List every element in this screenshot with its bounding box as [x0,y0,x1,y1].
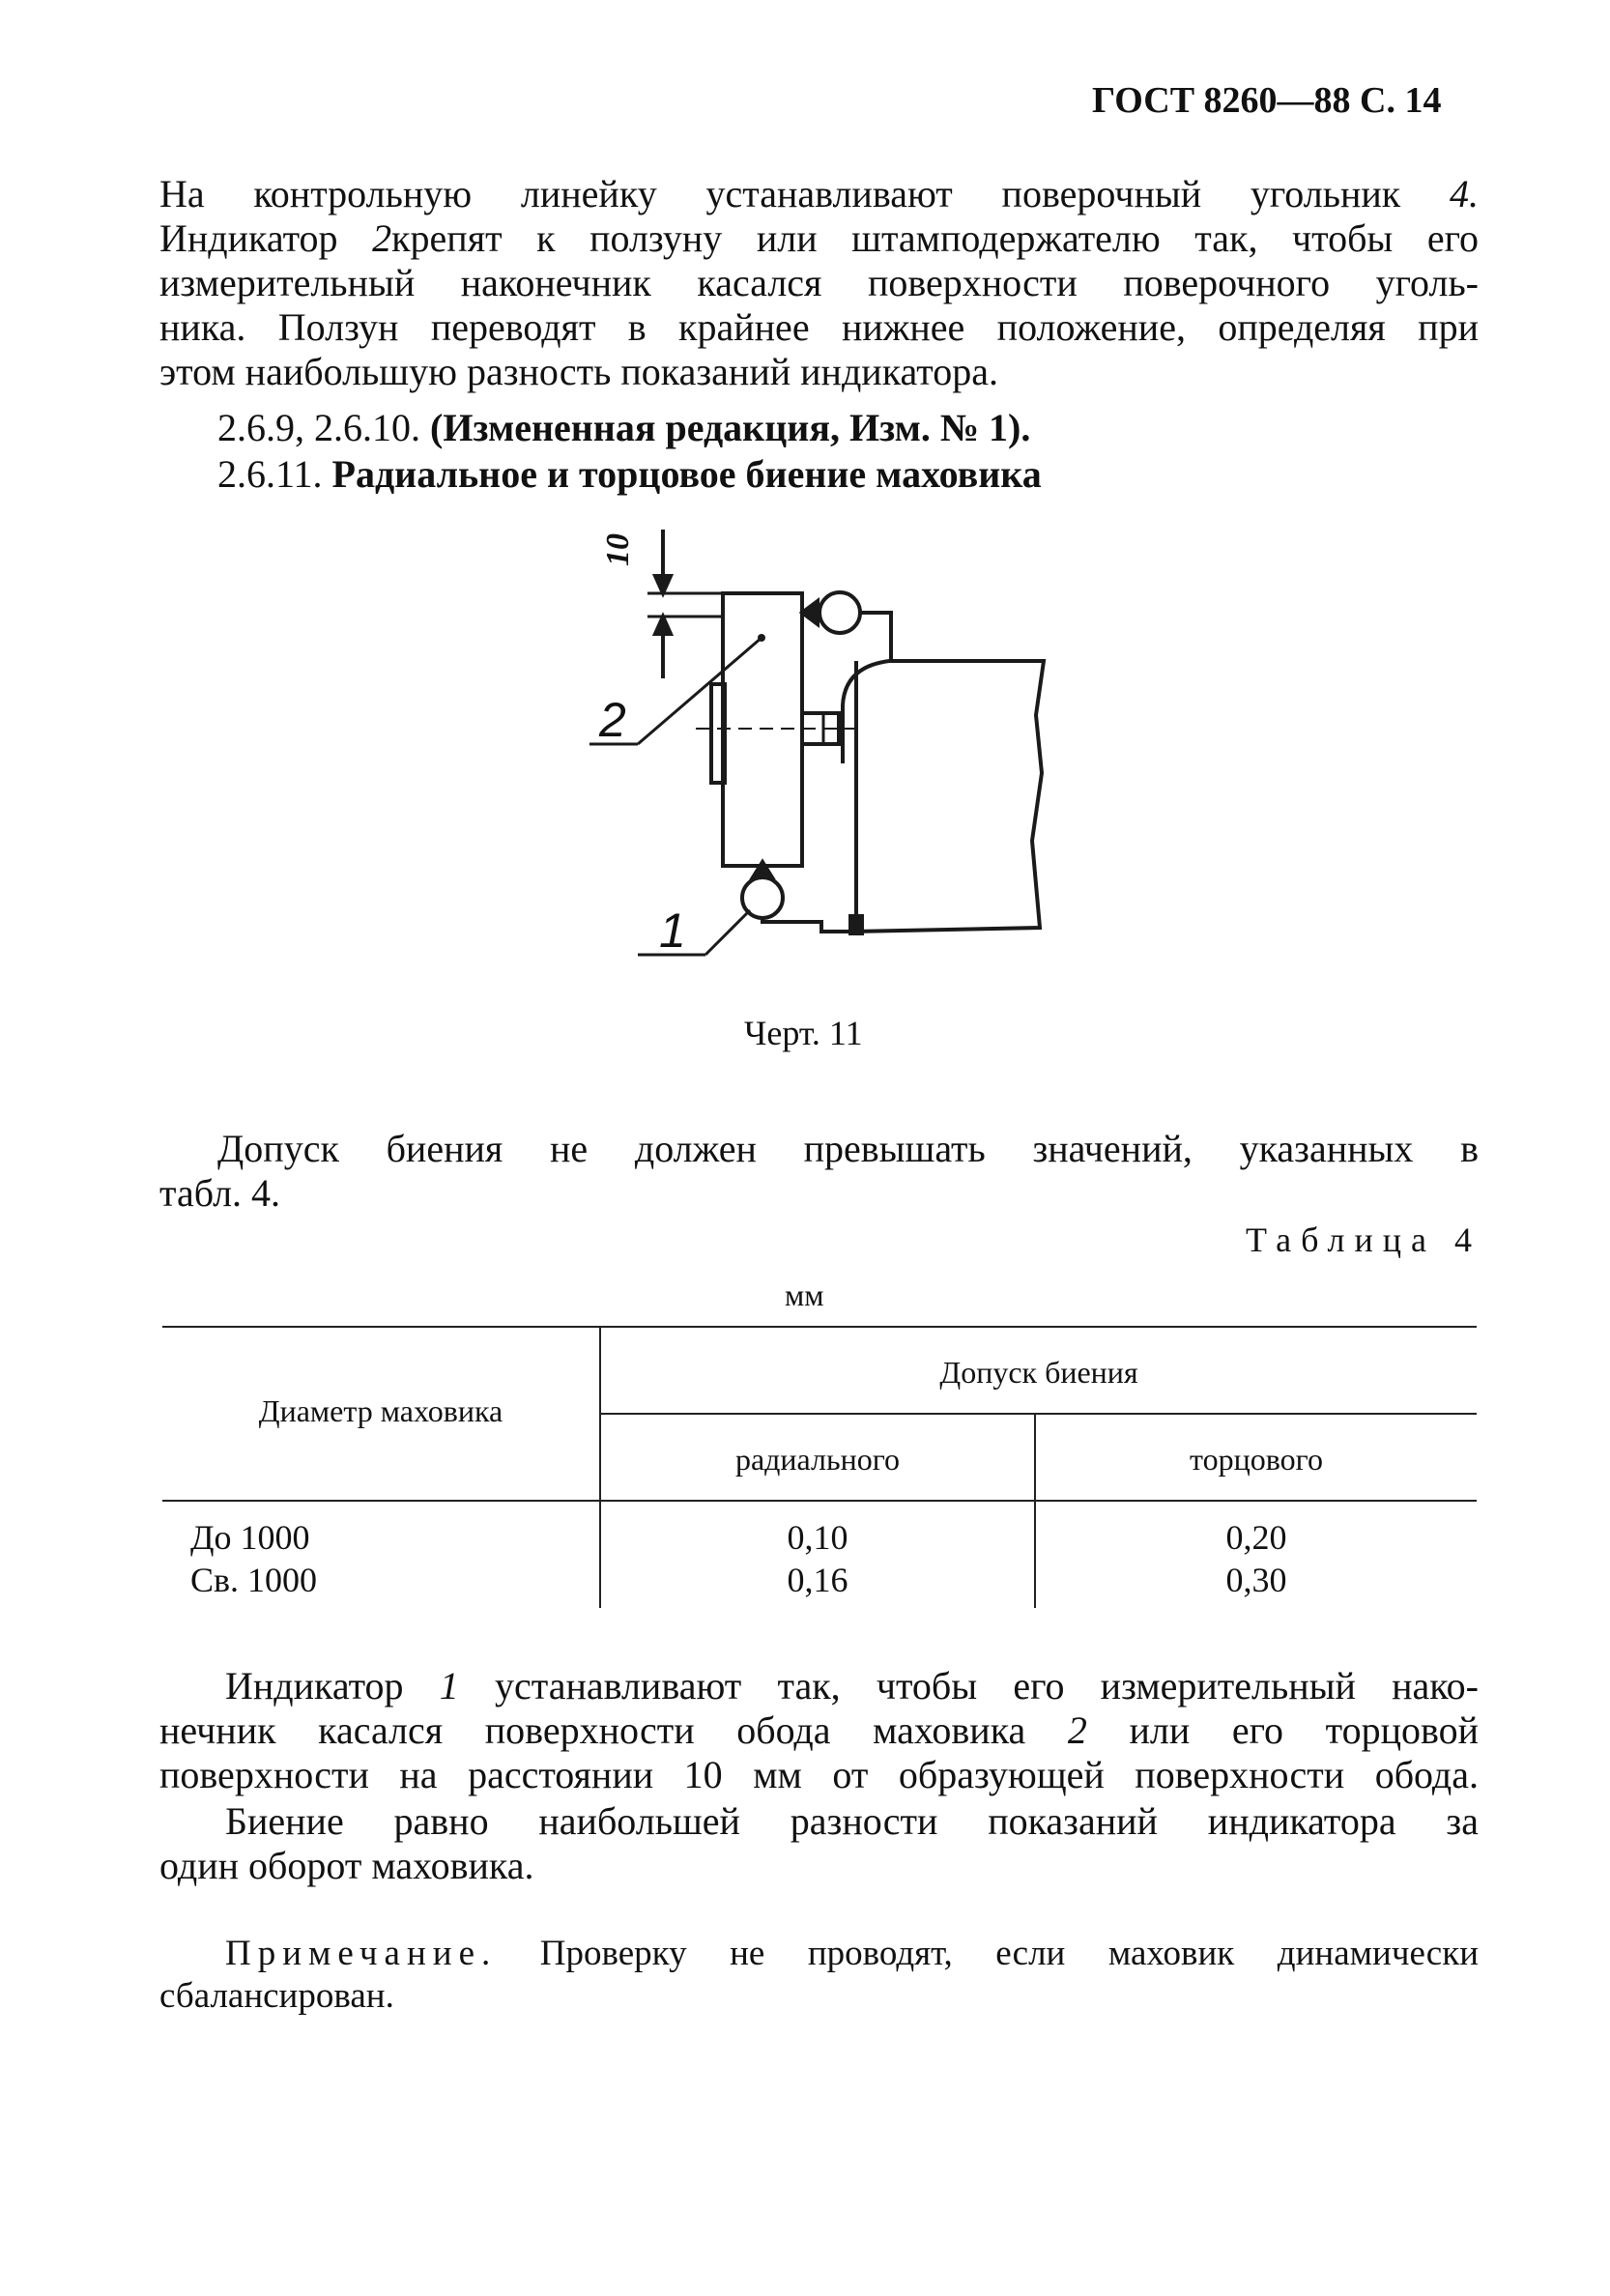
table-units: мм [785,1277,824,1312]
row-1-axial: 0,20 [1225,1518,1287,1557]
indicator-placement-cont [159,1708,1479,1797]
tolerance-intro [217,1127,1479,1171]
indicator-arm-bottom [762,918,856,932]
header-radial: радиального [734,1442,901,1477]
paragraph-line: табл. 4. [159,1171,281,1215]
section-number: 2.6.11. [217,452,323,496]
leader-1 [705,910,750,955]
paragraph-line: ника. Ползун переводят в крайнее нижнее положение, определяя при [159,305,1479,349]
indicator-dial-top [819,592,860,633]
item-number: 2 [1067,1708,1087,1752]
paragraph-line: нечник касался поверхности обода маховика 2 или его торцовой [159,1708,1480,1752]
note-cont [159,1975,1479,2018]
table-col-divider-2 [1034,1414,1036,1608]
paragraph-line: Индикатор 2крепят к ползуну или штамподержателю так, чтобы его [159,216,1480,260]
row-2-radial: 0,16 [787,1561,848,1599]
paragraph-line: На контрольную линейку устанавливают поверочный угольник 4. [159,172,1479,215]
section-title: Радиальное и торцовое биение маховика [331,452,1042,496]
row-2-axial: 0,30 [1225,1561,1287,1599]
tolerance-intro-cont [159,1171,1479,1216]
paragraph-line: этом наибольшую разность показаний индикатора. [159,350,998,393]
paragraph-line: Допуск биения не должен превышать значений, указанных в [217,1127,1479,1170]
note-label: Примечание. [225,1934,498,1973]
header-diameter: Диаметр маховика [258,1393,503,1428]
item-number: 1 [439,1664,459,1708]
note [225,1933,1479,1975]
section-number: 2.6.9, 2.6.10. [217,406,420,449]
indicator-tip-top [802,601,818,624]
dimension-label: 10 [600,533,636,566]
table-group-rule [599,1413,1477,1415]
callout-2: 2 [599,693,626,747]
item-number: 4. [1450,172,1479,215]
machine-bed [843,661,1044,932]
amendment-note [217,406,1474,450]
paragraph-line: Биение равно наибольшей разности показаний индикатора за [225,1799,1479,1843]
paragraph-line: Примечание. Проверку не проводят, если маховик динамически [225,1934,1480,1973]
dimension-arrow-top [655,576,671,593]
amendment-text: (Измененная редакция, Изм. № 1). [430,406,1031,449]
paragraph-indicator-setup [159,172,1479,394]
row-2-diameter: Св. 1000 [190,1561,318,1599]
dimension-arrow-bottom [655,617,671,634]
item-number: 2 [372,216,392,260]
table-label: Таблица 4 [1246,1220,1481,1259]
indicator-placement [225,1664,1479,1708]
figure-caption: Черт. 11 [744,1014,863,1052]
row-1-radial: 0,10 [787,1518,848,1557]
header-axial: торцового [1190,1442,1323,1477]
page-header: ГОСТ 8260—88 С. 14 [1092,80,1442,121]
paragraph-line: один оборот маховика. [159,1844,534,1887]
table-header-rule [162,1500,1477,1502]
paragraph-line: измерительный наконечник касался поверхности поверочного уголь- [159,261,1479,304]
section-heading [217,452,1474,497]
paragraph-line: Индикатор 1 устанавливают так, чтобы его измерительный нако- [225,1664,1480,1708]
table-col-divider-1 [599,1326,601,1608]
runout-definition-cont [159,1844,1479,1888]
indicator-arm-top [860,613,891,661]
flywheel-runout-drawing [570,522,1073,986]
row-1-diameter: До 1000 [190,1518,310,1557]
callout-1: 1 [659,904,686,958]
paragraph-line: поверхности на расстоянии 10 мм от образующей поверхности обода. [159,1753,1479,1796]
paragraph-line: сбалансирован. [159,1976,394,2016]
table-top-rule [162,1326,1477,1328]
runout-definition [225,1799,1479,1844]
header-tolerance: Допуск биения [939,1355,1138,1390]
